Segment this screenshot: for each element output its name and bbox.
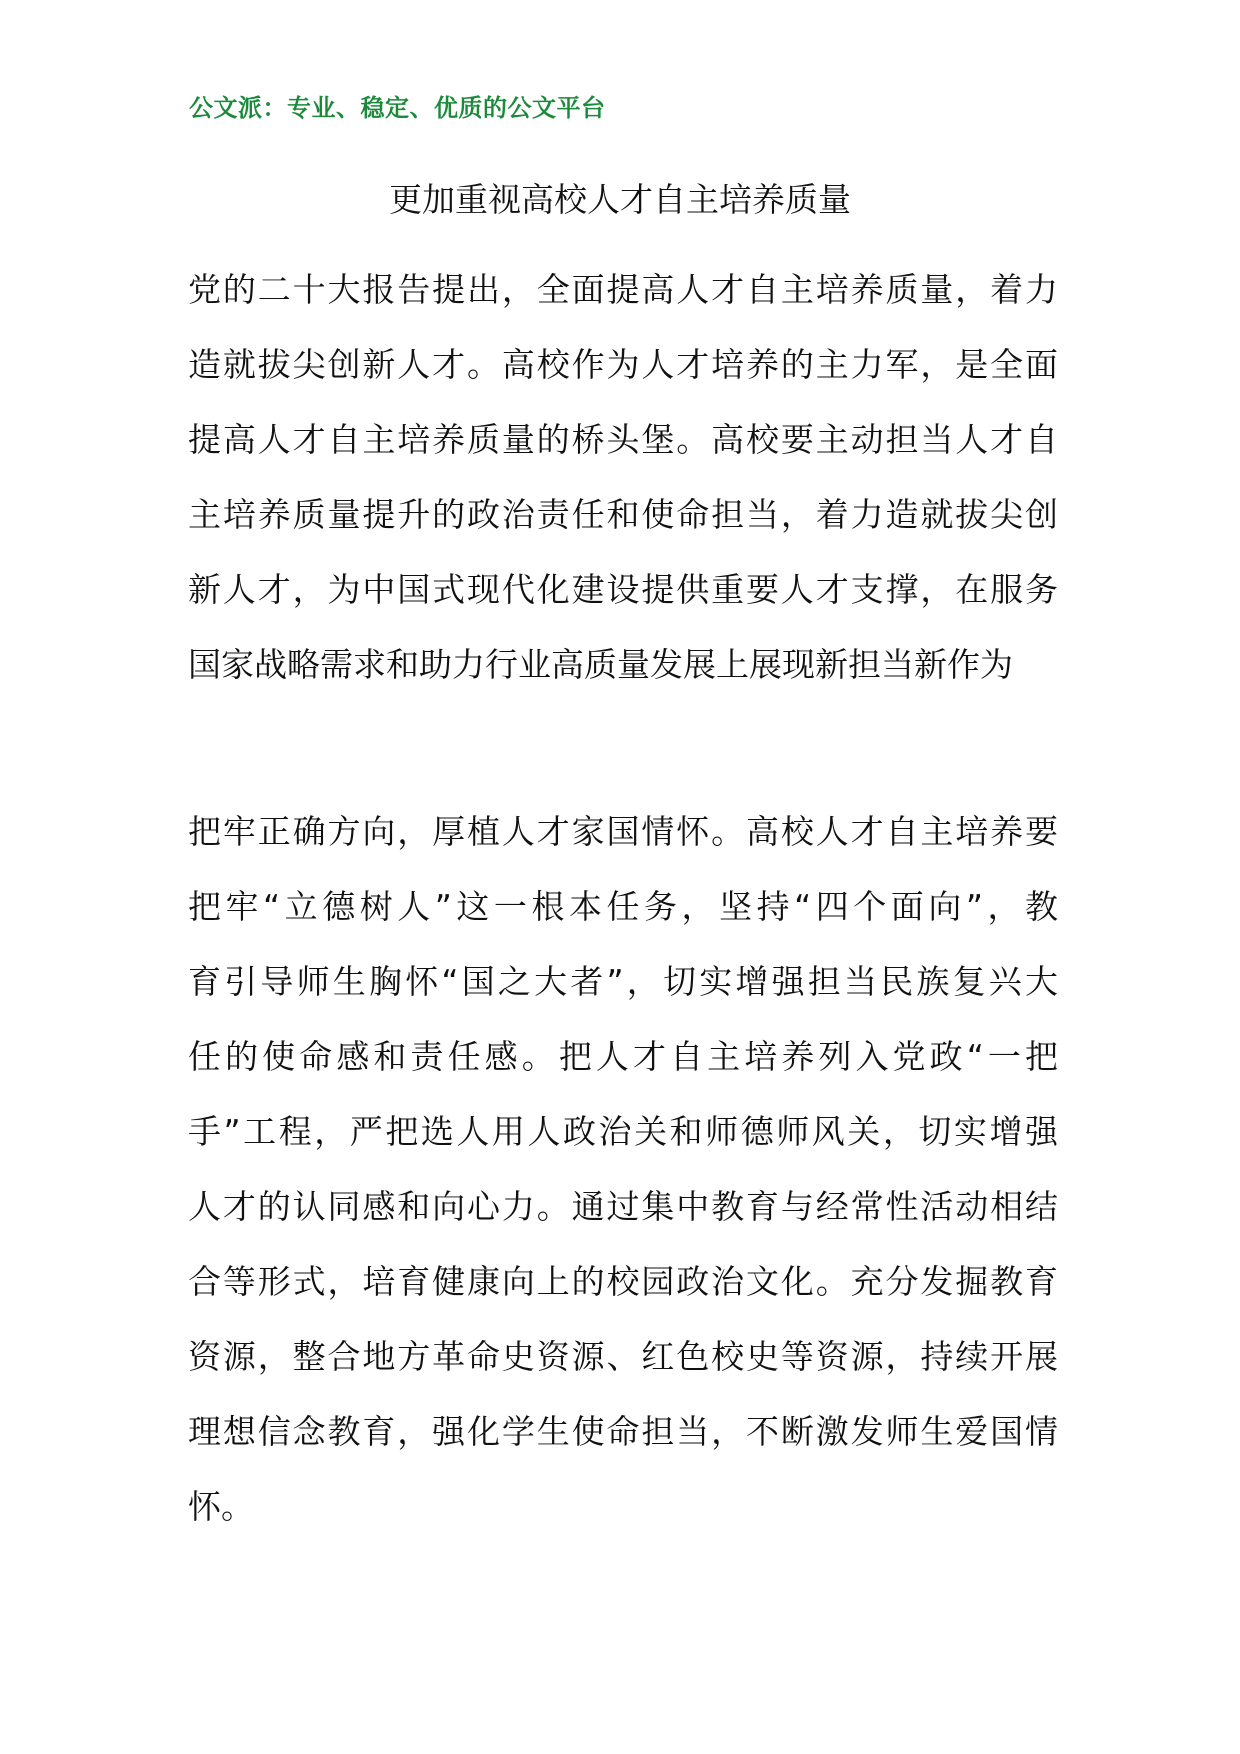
- paragraph-1: [188, 252, 1058, 702]
- paragraph-line: 党的二十大报告提出，全面提高人才自主培养质量，着力: [188, 270, 1058, 309]
- document-title: 更加重视高校人才自主培养质量: [389, 180, 851, 219]
- paragraph-line: 怀。: [188, 1487, 254, 1526]
- paragraph-line: 造就拔尖创新人才。高校作为人才培养的主力军，是全面: [188, 345, 1058, 384]
- paragraph-line: 任的使命感和责任感。把人才自主培养列入党政“一把: [188, 1037, 1058, 1076]
- paragraph-line: 手”工程，严把选人用人政治关和师德师风关，切实增强: [188, 1112, 1058, 1151]
- paragraph-line: 人才的认同感和向心力。通过集中教育与经常性活动相结: [188, 1187, 1058, 1226]
- paragraph-line: 提高人才自主培养质量的桥头堡。高校要主动担当人才自: [188, 420, 1058, 459]
- paragraph-line: 国家战略需求和助力行业高质量发展上展现新担当新作为: [188, 645, 1013, 684]
- paragraph-line: 育引导师生胸怀“国之大者”，切实增强担当民族复兴大: [188, 962, 1058, 1001]
- paragraph-2: [188, 794, 1058, 1544]
- paragraph-line: 合等形式，培育健康向上的校园政治文化。充分发掘教育: [188, 1262, 1058, 1301]
- paragraph-line: 理想信念教育，强化学生使命担当，不断激发师生爱国情: [188, 1412, 1058, 1451]
- paragraph-line: 把牢正确方向，厚植人才家国情怀。高校人才自主培养要: [188, 812, 1058, 851]
- header-tagline: 公文派：专业、稳定、优质的公文平台: [189, 94, 606, 122]
- paragraph-line: 资源，整合地方革命史资源、红色校史等资源，持续开展: [188, 1337, 1058, 1376]
- paragraph-line: 新人才，为中国式现代化建设提供重要人才支撑，在服务: [188, 570, 1058, 609]
- paragraph-line: 把牢“立德树人”这一根本任务，坚持“四个面向”，教: [188, 887, 1058, 926]
- paragraph-line: 主培养质量提升的政治责任和使命担当，着力造就拔尖创: [188, 495, 1058, 534]
